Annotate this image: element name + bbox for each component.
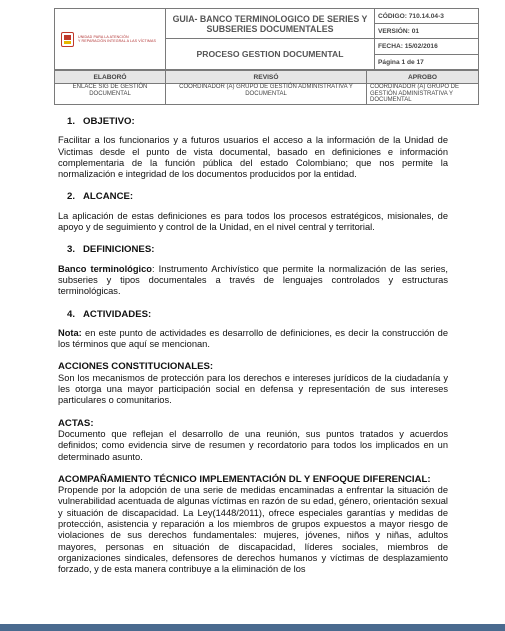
term-heading-acompanamiento: ACOMPAÑAMIENTO TÉCNICO IMPLEMENTACIÓN DL Y ENFOQUE DIFERENCIAL: <box>58 473 431 485</box>
term-text-acciones: Son los mecanismos de protección para los derechos e intereses jurídicos de la ciudadanía y les otorga una mayor participación social en defensa y representación de sus intereses particulares o comunitarios. <box>58 372 448 406</box>
document-body <box>58 116 448 576</box>
sig-value-reviso: COORDINADOR (A) GRUPO DE GESTIÓN ADMINISTRATIVA Y DOCUMENTAL <box>166 84 367 105</box>
logo-line-1: UNIDAD PARA LA ATENCIÓN <box>78 34 129 39</box>
page-number: Página 1 de 17 <box>375 55 479 70</box>
term-text-actas: Documento que reflejan el desarrollo de una reunión, sus puntos tratados y acuerdos definidos; como evidencia sirve de resumen y recordatorio para todos los implicados en un determinado asunto. <box>58 428 448 462</box>
signature-table <box>54 70 479 105</box>
document-title: GUIA- BANCO TERMINOLOGICO DE SERIES Y SUBSERIES DOCUMENTALES <box>166 9 375 39</box>
process-name: PROCESO GESTION DOCUMENTAL <box>166 39 375 70</box>
sig-value-aprobo: COORDINADOR (A) GRUPO DE GESTIÓN ADMINISTRATIVA Y DOCUMENTAL <box>367 84 479 105</box>
sig-header-elaboro: ELABORÓ <box>55 71 166 84</box>
section-heading-objetivo: 1. OBJETIVO: <box>67 116 135 127</box>
document-header <box>54 8 479 70</box>
logo-line-2: Y REPARACIÓN INTEGRAL A LAS VÍCTIMAS <box>78 39 157 43</box>
sig-value-elaboro: ENLACE SIG DE GESTIÓN DOCUMENTAL <box>55 84 166 105</box>
section-text-alcance: La aplicación de estas definiciones es para todos los procesos estratégicos, misionales, de apoyo y de seguimiento y control de la Unidad, en el nivel central y territorial. <box>58 210 448 233</box>
section-note-actividades: Nota: en este punto de actividades es desarrollo de definiciones, es decir la construcción de los términos que aquí se mencionan. <box>58 327 448 350</box>
document-date: FECHA: 15/02/2016 <box>375 39 479 55</box>
document-code: CÓDIGO: 710.14.04-3 <box>375 9 479 24</box>
section-heading-actividades: 4. ACTIVIDADES: <box>67 308 152 320</box>
seal-icon <box>61 32 74 47</box>
section-text-definiciones: Banco terminológico: Instrumento Archivístico que permite la normalización de las series, subseries y tipos documentales a través de lenguajes controlados y estructuras terminológicas. <box>58 263 448 297</box>
sig-header-aprobo: APROBO <box>367 71 479 84</box>
section-heading-alcance: 2. ALCANCE: <box>67 191 134 203</box>
document-version: VERSIÓN: 01 <box>375 24 479 39</box>
term-text-acompanamiento: Propende por la adopción de una serie de medidas encaminadas a enfrentar la situación de vulnerabilidad acentuada de algunas víctimas en razón de su edad, género, orientación sexual y situación de discapacidad. La Ley(1448/2011), ofrece especiales garantías y medidas de protección, asistencia y reparación a los miembros de grupos expuestos a mayor riesgo de violaciones de sus derechos fundamentales: mujeres, jóvenes, niños y niñas, adultos mayores, personas en situación de discapacidad, líderes sociales, miembros de organizaciones sindicales, defensores de derechos humanos y víctimas de desplazamiento forzado, y de esta manera contribuye a la eliminación de los <box>58 485 448 575</box>
viewer-bottom-bar <box>0 624 505 631</box>
unit-logo <box>55 32 165 47</box>
term-heading-acciones: ACCIONES CONSTITUCIONALES: <box>58 361 214 373</box>
term-banco-terminologico: Banco terminológico <box>58 263 152 274</box>
logo-cell <box>55 9 166 70</box>
page-top-margin <box>0 0 505 8</box>
section-heading-definiciones: 3. DEFINICIONES: <box>67 244 155 256</box>
section-text-objetivo: Facilitar a los funcionarios y a futuros usuarios el acceso a la información de la Unidad de Victimas desde el punto de vista documental, basado en definiciones e información complementaria de la función pública del estado Colombiano; que nos permite la normalización e integridad de los documentos producidos por la entidad. <box>58 135 448 180</box>
term-heading-actas: ACTAS: <box>58 417 94 429</box>
sig-header-reviso: REVISÓ <box>166 71 367 84</box>
